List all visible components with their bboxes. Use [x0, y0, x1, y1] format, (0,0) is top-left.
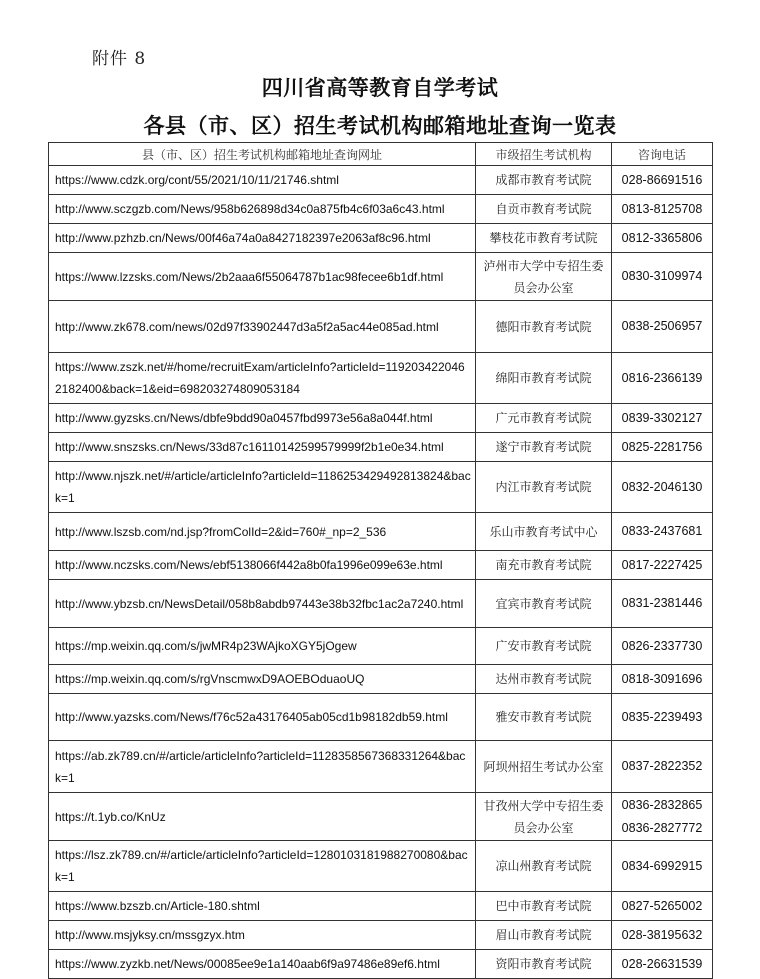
row-url[interactable]: https://www.lzzsks.com/News/2b2aaa6f55064787b1ac98fecee6b1df.html: [49, 253, 476, 301]
row-phone: 0826-2337730: [612, 628, 713, 665]
table-row: [49, 694, 713, 741]
table-row: [49, 353, 713, 404]
row-phone: 0832-2046130: [612, 462, 713, 513]
row-url[interactable]: https://lsz.zk789.cn/#/article/articleInfo?articleId=1280103181988270080&back=1: [49, 841, 476, 892]
row-org: 成都市教育考试院: [476, 166, 612, 195]
row-phone: 0812-3365806: [612, 224, 713, 253]
row-url[interactable]: https://t.1yb.co/KnUz: [49, 793, 476, 841]
row-org: 攀枝花市教育考试院: [476, 224, 612, 253]
row-org: 阿坝州招生考试办公室: [476, 741, 612, 793]
row-phone: 0835-2239493: [612, 694, 713, 741]
row-org: 甘孜州大学中专招生委员会办公室: [476, 793, 612, 841]
row-org: 宜宾市教育考试院: [476, 580, 612, 628]
table-row: [49, 628, 713, 665]
row-phone: 028-38195632: [612, 921, 713, 950]
row-url[interactable]: http://www.snszsks.cn/News/33d87c16110142599579999f2b1e0e34.html: [49, 433, 476, 462]
row-phone: 0838-2506957: [612, 301, 713, 353]
table-row: [49, 741, 713, 793]
row-org: 乐山市教育考试中心: [476, 513, 612, 551]
row-url[interactable]: https://mp.weixin.qq.com/s/rgVnscmwxD9AOEBOduaoUQ: [49, 665, 476, 694]
row-url[interactable]: http://www.lszsb.com/nd.jsp?fromColId=2&id=760#_np=2_536: [49, 513, 476, 551]
row-phone: 0836-2832865 0836-2827772: [612, 793, 713, 841]
header-phone: 咨询电话: [612, 143, 713, 166]
table-row: [49, 551, 713, 580]
row-org: 凉山州教育考试院: [476, 841, 612, 892]
row-org: 眉山市教育考试院: [476, 921, 612, 950]
row-url[interactable]: http://www.ybzsb.cn/NewsDetail/058b8abdb97443e38b32fbc1ac2a7240.html: [49, 580, 476, 628]
table-row: [49, 665, 713, 694]
row-org: 广元市教育考试院: [476, 404, 612, 433]
table-row: [49, 224, 713, 253]
row-url[interactable]: https://mp.weixin.qq.com/s/jwMR4p23WAjkoXGY5jOgew: [49, 628, 476, 665]
row-org: 德阳市教育考试院: [476, 301, 612, 353]
row-phone: 0830-3109974: [612, 253, 713, 301]
row-org: 达州市教育考试院: [476, 665, 612, 694]
row-org: 南充市教育考试院: [476, 551, 612, 580]
row-phone: 0817-2227425: [612, 551, 713, 580]
row-phone: 0813-8125708: [612, 195, 713, 224]
table-row: [49, 921, 713, 950]
table-row: [49, 513, 713, 551]
header-url: 县（市、区）招生考试机构邮箱地址查询网址: [49, 143, 476, 166]
row-org: 资阳市教育考试院: [476, 950, 612, 979]
row-org: 广安市教育考试院: [476, 628, 612, 665]
row-url[interactable]: http://www.zk678.com/news/02d97f33902447d3a5f2a5ac44e085ad.html: [49, 301, 476, 353]
row-phone: 028-86691516: [612, 166, 713, 195]
row-url[interactable]: https://ab.zk789.cn/#/article/articleInfo?articleId=1128358567368331264&back=1: [49, 741, 476, 793]
email-lookup-table: [48, 142, 713, 979]
row-url[interactable]: http://www.njszk.net/#/article/articleInfo?articleId=1186253429492813824&back=1: [49, 462, 476, 513]
row-org: 泸州市大学中专招生委员会办公室: [476, 253, 612, 301]
row-phone: 028-26631539: [612, 950, 713, 979]
table-row: [49, 301, 713, 353]
row-org: 绵阳市教育考试院: [476, 353, 612, 404]
row-org: 内江市教育考试院: [476, 462, 612, 513]
header-org: 市级招生考试机构: [476, 143, 612, 166]
table-row: [49, 950, 713, 979]
row-phone: 0818-3091696: [612, 665, 713, 694]
row-phone: 0839-3302127: [612, 404, 713, 433]
row-url[interactable]: https://www.cdzk.org/cont/55/2021/10/11/21746.shtml: [49, 166, 476, 195]
table-row: [49, 580, 713, 628]
table-row: [49, 166, 713, 195]
row-url[interactable]: http://www.yazsks.com/News/f76c52a43176405ab05cd1b98182db59.html: [49, 694, 476, 741]
row-phone: 0816-2366139: [612, 353, 713, 404]
table-row: [49, 462, 713, 513]
table-row: [49, 793, 713, 841]
table-row: [49, 253, 713, 301]
row-phone: 0831-2381446: [612, 580, 713, 628]
row-phone: 0825-2281756: [612, 433, 713, 462]
row-url[interactable]: http://www.msjyksy.cn/mssgzyx.htm: [49, 921, 476, 950]
row-org: 巴中市教育考试院: [476, 892, 612, 921]
table-row: [49, 841, 713, 892]
row-phone: 0827-5265002: [612, 892, 713, 921]
row-url[interactable]: http://www.pzhzb.cn/News/00f46a74a0a8427182397e2063af8c96.html: [49, 224, 476, 253]
row-url[interactable]: http://www.sczgzb.com/News/958b626898d34c0a875fb4c6f03a6c43.html: [49, 195, 476, 224]
row-url[interactable]: https://www.bzszb.cn/Article-180.shtml: [49, 892, 476, 921]
row-phone: 0837-2822352: [612, 741, 713, 793]
document-title-line1: 四川省高等教育自学考试: [261, 75, 499, 100]
row-url[interactable]: https://www.zyzkb.net/News/00085ee9e1a140aab6f9a97486e89ef6.html: [49, 950, 476, 979]
table-row: [49, 892, 713, 921]
table-row: [49, 433, 713, 462]
row-org: 自贡市教育考试院: [476, 195, 612, 224]
document-title-line2: 各县（市、区）招生考试机构邮箱地址查询一览表: [143, 113, 617, 138]
row-phone: 0834-6992915: [612, 841, 713, 892]
table-row: [49, 195, 713, 224]
table-row: [49, 404, 713, 433]
row-phone: 0833-2437681: [612, 513, 713, 551]
table-header-row: [49, 143, 713, 166]
row-url[interactable]: http://www.gyzsks.cn/News/dbfe9bdd90a0457fbd9973e56a8a044f.html: [49, 404, 476, 433]
row-url[interactable]: http://www.nczsks.com/News/ebf5138066f442a8b0fa1996e099e63e.html: [49, 551, 476, 580]
attachment-label: 附件 8: [92, 49, 147, 69]
row-url[interactable]: https://www.zszk.net/#/home/recruitExam/articleInfo?articleId=1192034220462182400&back=1&eid=698203274809053184: [49, 353, 476, 404]
row-org: 遂宁市教育考试院: [476, 433, 612, 462]
row-org: 雅安市教育考试院: [476, 694, 612, 741]
